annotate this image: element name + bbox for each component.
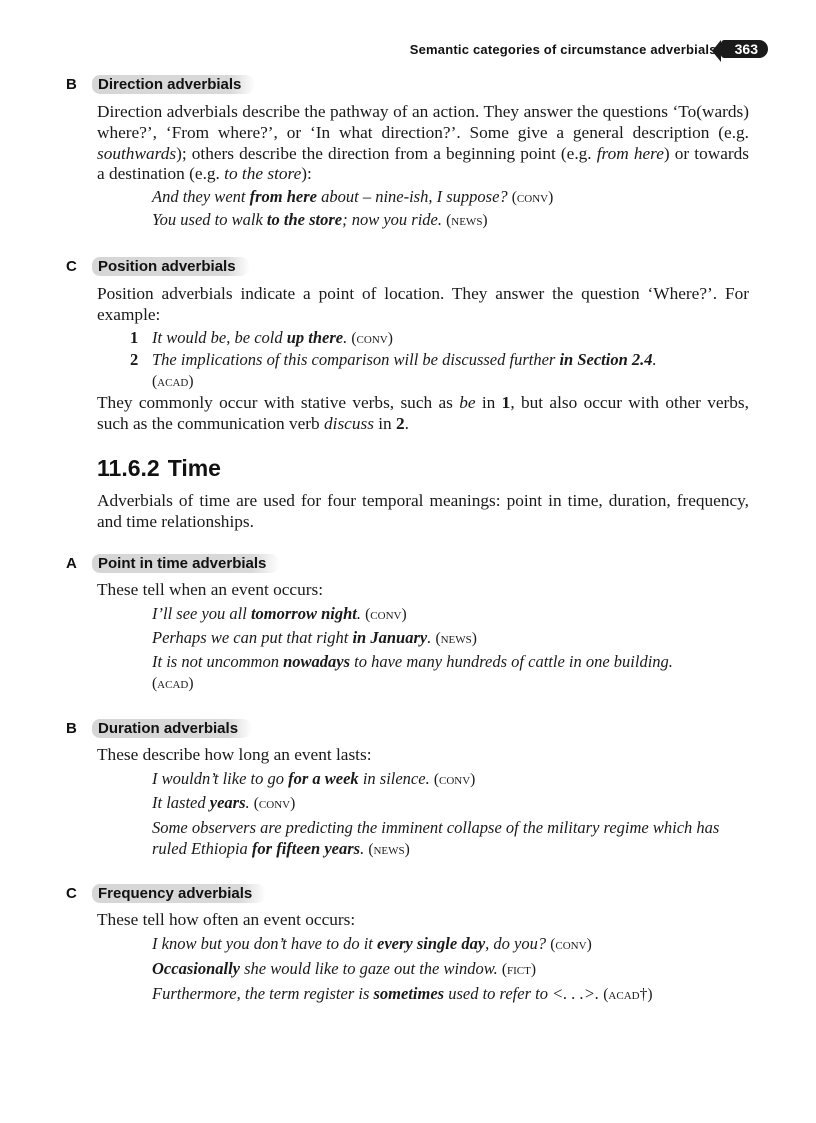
point-in-time-heading xyxy=(66,552,280,574)
register-label: (conv) xyxy=(550,936,592,953)
direction-em-3: to the store xyxy=(224,164,302,184)
ex-bold: tomorrow night xyxy=(250,604,357,623)
direction-title: Direction adverbials xyxy=(92,75,255,94)
register-label: (conv) xyxy=(511,189,554,206)
ex-bold: Occasionally xyxy=(152,959,240,978)
p-num: 2 xyxy=(396,413,405,433)
register-label: (news) xyxy=(435,630,477,647)
running-head xyxy=(410,38,768,60)
section-number: 11.6.2 xyxy=(97,455,160,481)
frequency-example-1 xyxy=(152,934,752,956)
ex-text: The implications of this comparison will be discussed further xyxy=(152,350,560,369)
ex-bold: in Section 2.4 xyxy=(559,350,653,369)
p-text: , but also occur with other verbs, such as the communication verb xyxy=(97,393,749,433)
direction-text-4: ): xyxy=(301,164,312,184)
direction-heading xyxy=(66,73,255,95)
ex-bold: in January xyxy=(352,628,428,647)
frequency-intro: These tell how often an event occurs: xyxy=(97,910,356,929)
ex-text: . xyxy=(360,838,369,858)
ex-text: You used to walk xyxy=(152,210,267,229)
ex-text: And they went xyxy=(152,187,250,206)
direction-em-2: from here xyxy=(596,143,664,163)
section-title: Time xyxy=(167,455,221,481)
point-intro: These tell when an event occurs: xyxy=(97,580,324,599)
p-num: 1 xyxy=(501,393,511,412)
point-example-1 xyxy=(152,604,752,626)
direction-text-2: ); others describe the direction from a beginning point (e.g. xyxy=(176,143,597,163)
point-title: Point in time adverbials xyxy=(92,554,280,573)
ex-text: in silence. xyxy=(358,769,434,788)
register-label: (conv) xyxy=(365,606,407,623)
duration-example-2 xyxy=(152,793,752,815)
ex-text: used to refer to <. . .>. xyxy=(444,984,604,1003)
ex-text: she would like to gaze out the window. xyxy=(240,959,502,978)
ex-bold: for fifteen years xyxy=(251,838,361,858)
duration-heading xyxy=(66,717,252,739)
ex-text: . xyxy=(343,328,352,347)
p-text: in xyxy=(475,393,502,412)
register-label: (acad) xyxy=(152,674,194,692)
register-label: (fict) xyxy=(501,961,537,978)
p-text: . xyxy=(404,413,409,433)
duration-intro: These describe how long an event lasts: xyxy=(97,745,372,764)
p-text: in xyxy=(373,413,397,433)
direction-text-1: Direction adverbials describe the pathway of an action. They answer the questions ‘To(wards) where?’, ‘From where?’, or ‘In what direction?’. Some give a general description (e.g. xyxy=(97,102,749,142)
ex-bold: sometimes xyxy=(373,984,445,1003)
ex-bold: years xyxy=(209,793,246,812)
register-label: (conv) xyxy=(253,795,296,812)
position-paragraph-2 xyxy=(97,393,749,435)
ex-text: It lasted xyxy=(152,793,210,812)
position-letter: C xyxy=(66,257,77,275)
ex-bold: to the store xyxy=(266,210,343,229)
direction-em-1: southwards xyxy=(97,143,177,163)
ex-text: I wouldn’t like to go xyxy=(152,769,289,788)
frequency-example-3 xyxy=(152,984,752,1006)
direction-example-1 xyxy=(152,187,752,209)
frequency-title: Frequency adverbials xyxy=(92,884,266,903)
position-heading xyxy=(66,255,250,277)
p-em: be xyxy=(459,393,476,412)
duration-example-3 xyxy=(152,818,742,861)
ex-bold: from here xyxy=(249,187,317,206)
ex-text: . xyxy=(427,628,436,647)
section-heading-time xyxy=(97,455,221,482)
ex-text: , do you? xyxy=(485,934,551,953)
position-paragraph-1: Position adverbials indicate a point of location. They answer the question ‘Where?’. For example: xyxy=(97,284,749,324)
ex-bold: for a week xyxy=(288,769,359,788)
register-label: (news) xyxy=(446,212,488,229)
point-letter: A xyxy=(66,554,77,572)
ex-bold: every single day xyxy=(377,934,486,953)
direction-text-3: ) or towards a destination (e.g. xyxy=(97,143,749,184)
direction-example-2 xyxy=(152,210,752,232)
ex-text: I’ll see you all xyxy=(152,604,251,623)
example-number: 2 xyxy=(130,350,139,369)
frequency-example-2 xyxy=(152,959,752,981)
register-label: (conv) xyxy=(351,330,393,347)
ex-text: Furthermore, the term register is xyxy=(152,984,374,1003)
point-example-2 xyxy=(152,628,752,650)
direction-paragraph xyxy=(97,102,749,185)
frequency-heading xyxy=(66,882,266,904)
running-head-title: Semantic categories of circumstance adverbials xyxy=(409,41,717,57)
p-text: They commonly occur with stative verbs, such as xyxy=(97,393,460,412)
duration-example-1 xyxy=(152,769,752,791)
page-number: 363 xyxy=(721,40,768,58)
duration-title: Duration adverbials xyxy=(92,719,252,738)
point-example-3 xyxy=(152,652,712,695)
ex-text: . xyxy=(245,793,254,812)
ex-text: to have many hundreds of cattle in one building. xyxy=(350,652,673,671)
time-paragraph: Adverbials of time are used for four temporal meanings: point in time, duration, frequency, and time relationships. xyxy=(97,491,749,531)
direction-letter: B xyxy=(66,75,77,93)
register-label: (acad†) xyxy=(603,986,653,1003)
ex-text: . xyxy=(652,350,657,369)
position-example-2 xyxy=(130,350,752,393)
ex-text: Some observers are predicting the imminent collapse of the military regime which has ruled Ethiopia xyxy=(152,818,720,858)
example-number: 1 xyxy=(130,328,139,347)
register-label: (conv) xyxy=(433,771,476,788)
ex-text: ; now you ride. xyxy=(342,210,447,229)
ex-bold: nowadays xyxy=(283,652,351,671)
ex-text: I know but you don’t have to do it xyxy=(152,934,378,953)
register-label: (news) xyxy=(368,840,410,858)
ex-text: Perhaps we can put that right xyxy=(152,628,353,647)
ex-text: about – nine-ish, I suppose? xyxy=(316,187,512,206)
p-em: discuss xyxy=(324,413,374,433)
position-example-1 xyxy=(130,328,752,350)
ex-bold: up there xyxy=(286,328,344,347)
register-label: (acad) xyxy=(152,372,194,390)
ex-text: It is not uncommon xyxy=(152,652,284,671)
frequency-letter: C xyxy=(66,884,77,902)
ex-text: It would be, be cold xyxy=(152,328,287,347)
duration-letter: B xyxy=(66,719,77,737)
ex-text: . xyxy=(356,604,366,623)
position-title: Position adverbials xyxy=(92,257,250,276)
